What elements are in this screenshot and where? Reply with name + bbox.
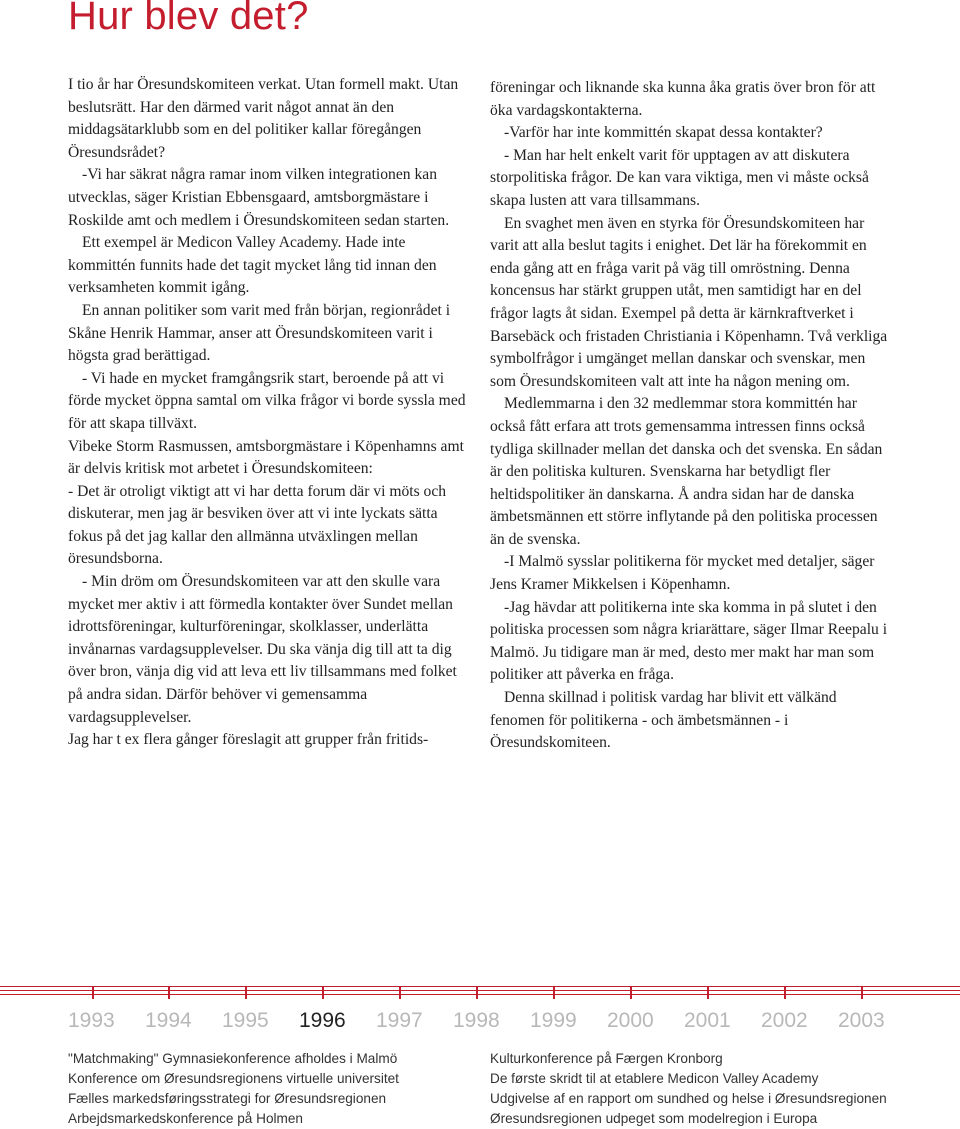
timeline-line (0, 994, 960, 995)
event-item: "Matchmaking" Gymnasiekonference afholdes i Malmö (68, 1051, 398, 1066)
timeline-tick (168, 986, 170, 999)
event-item: Arbejdsmarkedskonference på Holmen (68, 1111, 303, 1126)
timeline-tick (476, 986, 478, 999)
year-label: 1993 (68, 1009, 115, 1032)
timeline-tick (92, 986, 94, 999)
year-label: 1994 (145, 1009, 192, 1032)
event-item: Øresundsregionen udpeget som modelregion i Europa (490, 1111, 818, 1126)
paragraph: - Det är otroligt viktigt att vi har detta forum där vi möts och diskuterar, men jag är besviken över att vi inte lyckats sätta fokus på det jag kallar den allmänna utväxlingen mellan öresundsborna. (68, 482, 447, 568)
paragraph: Ett exempel är Medicon Valley Academy. Hade inte kommittén funnits hade det tagit mycket lång tid innan den verksamheten kommit igång. (68, 234, 437, 297)
events-list-right (490, 1049, 910, 1129)
paragraph: -I Malmö sysslar politikerna för mycket med detaljer, säger Jens Kramer Mikkelsen i Köpenhamn. (490, 553, 875, 594)
timeline-rule (0, 986, 960, 1000)
paragraph: - Vi hade en mycket framgångsrik start, beroende på att vi förde mycket öppna samtal om vilka frågor vi borde syssla med för att skapa tillväxt. (68, 369, 466, 432)
year-label: 2000 (607, 1009, 654, 1032)
paragraph: I tio år har Öresundskomiteen verkat. Utan formell makt. Utan beslutsrätt. Har den därmed varit något annat än den middagsätarklubb som en del politiker kallar föregången Öresundsrådet? (68, 76, 459, 161)
year-label: 1997 (376, 1009, 423, 1032)
paragraph: Vibeke Storm Rasmussen, amtsborgmästare i Köpenhamns amt är delvis kritisk mot arbetet i Öresundskomiteen: (68, 437, 464, 478)
right-text-column (490, 77, 895, 755)
timeline-line (0, 986, 960, 987)
year-label: 1995 (222, 1009, 269, 1032)
timeline-tick (861, 986, 863, 999)
year-label: 1998 (453, 1009, 500, 1032)
paragraph: - Min dröm om Öresundskomiteen var att den skulle vara mycket mer aktiv i att förmedla kontakter över Sundet mellan idrottsföreningar, kulturföreningar, skolklasser, underlätta invånarnas vardagsupplevelser. Du ska vänja dig till att ta dig över bron, vänja dig vid att leva ett liv tillsammans med folket på andra sidan. Därför behöver vi gemensamma vardagsupplevelser. (68, 573, 457, 726)
paragraph: - Man har helt enkelt varit för upptagen av att diskutera storpolitiska frågor. De kan vara viktiga, men vi måste också skapa lusten att vara tillsammans. (490, 146, 869, 209)
event-item: Udgivelse af en rapport om sundhed og helse i Øresundsregionen (490, 1091, 887, 1106)
event-item: De første skridt til at etablere Medicon Valley Academy (490, 1071, 819, 1086)
event-item: Kulturkonference på Færgen Kronborg (490, 1051, 723, 1066)
paragraph: Jag har t ex flera gånger föreslagit att grupper från fritids- (68, 731, 429, 749)
year-label: 2001 (684, 1009, 731, 1032)
year-label: 2002 (761, 1009, 808, 1032)
timeline-tick (707, 986, 709, 999)
paragraph: En annan politiker som varit med från början, regionrådet i Skåne Henrik Hammar, anser att Öresundskomiteen varit i högsta grad berättigad. (68, 301, 451, 365)
left-text-column (68, 74, 468, 752)
events-list-left (68, 1049, 468, 1129)
timeline-tick (630, 986, 632, 999)
page-title: Hur blev det? (68, 0, 309, 38)
timeline-tick (399, 986, 401, 999)
timeline-tick (784, 986, 786, 999)
year-label-active: 1996 (299, 1009, 346, 1032)
event-item: Fælles markedsføringsstrategi for Øresundsregionen (68, 1091, 387, 1106)
timeline-line (0, 990, 960, 991)
paragraph: -Jag hävdar att politikerna inte ska komma in på slutet i den politiska processen som några kriarättare, säger Ilmar Reepalu i Malmö. Ju tidigare man är med, desto mer makt har man som politiker att påverka en fråga. (490, 598, 888, 684)
timeline-tick (245, 986, 247, 999)
year-label: 2003 (838, 1009, 885, 1032)
paragraph: Denna skillnad i politisk vardag har blivit ett välkänd fenomen för politikerna - och ämbetsmännen - i Öresundskomiteen. (490, 689, 837, 752)
paragraph: Medlemmarna i den 32 medlemmar stora kommittén har också fått erfara att trots gemensamma intressen finns också tydliga skillnader mellan det danska och det svenska. En sådan är den politiska kulturen. Svenskarna har betydligt fler heltidspolitiker än danskarna. Å andra sidan har de danska ämbetsmännen ett större inflytande på den politiska processen än de svenska. (490, 395, 883, 548)
year-label: 1999 (530, 1009, 577, 1032)
paragraph: föreningar och liknande ska kunna åka gratis över bron för att öka vardagskontakterna. (490, 79, 876, 119)
paragraph: -Varför har inte kommittén skapat dessa kontakter? (504, 124, 823, 142)
paragraph: -Vi har säkrat några ramar inom vilken integrationen kan utvecklas, säger Kristian Ebbensgaard, amtsborgmästare i Roskilde amt och medlem i Öresundskomiteen sedan starten. (68, 166, 450, 229)
event-item: Konference om Øresundsregionens virtuelle universitet (68, 1071, 399, 1086)
timeline-tick (553, 986, 555, 999)
paragraph: En svaghet men även en styrka för Öresundskomiteen har varit att alla beslut tagits i enighet. Det lär ha förekommit en enda gång att en fråga varit på väg till omröstning. Denna koncensus har stärkt gruppen utåt, men samtidigt har en del frågor lagts åt sidan. Exempel på detta är kärnkraftverket i Barsebäck och fristaden Christiania i Köpenhamn. Två verkliga symbolfrågor i umgänget mellan danskar och svenskar, men som Öresundskomiteen valt att inte ha någon mening om. (490, 214, 888, 390)
timeline-tick (322, 986, 324, 999)
